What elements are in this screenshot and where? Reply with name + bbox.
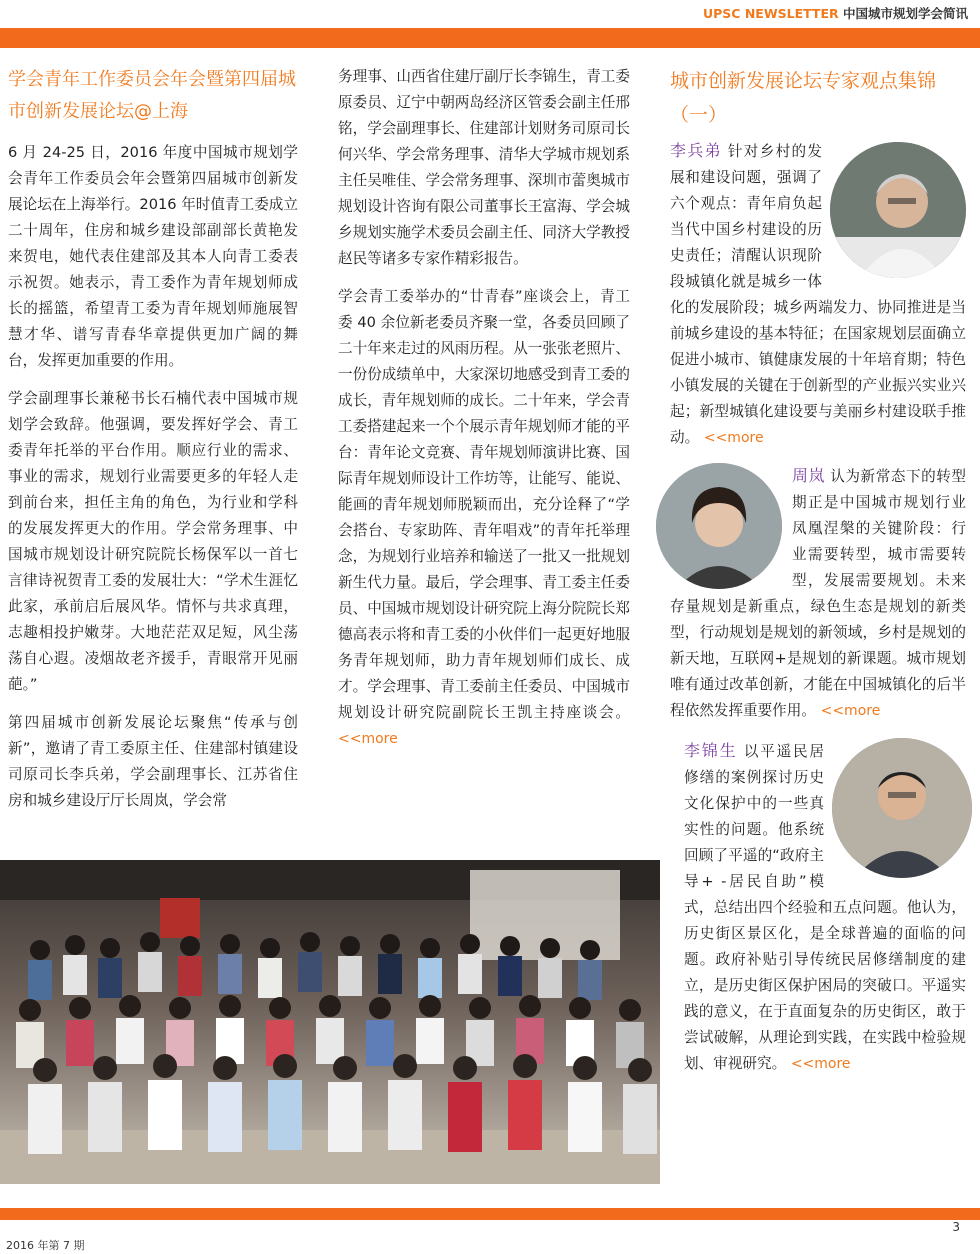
article1-paragraph: 学会副理事长兼秘书长石楠代表中国城市规划学会致辞。他强调，要发挥好学会、青工委青年托举的平台作用。顺应行业的需求、事业的需求，规划行业需要更多的年轻人走到前台来，担任主角的角色，为行业和学科的发展发挥更大的作用。学会常务理事、中国城市规划设计研究院院长杨保军以一首七言律诗祝贺青工委的发展壮大：“学术生涯忆此家，承前启后展风华。情怀与共求真理，志趣相投护嫩芽。大地茫茫双足短，风尘荡荡自心遐。凌烟故老齐援手，青眼常开见丽葩。” (8, 390, 298, 693)
article1-column1 (8, 64, 298, 826)
article1-paragraph: 学会青工委举办的“廿青春”座谈会上，青工委 40 余位新老委员齐聚一堂，各委员回顾了二十年来走过的风雨历程。从一张张老照片、一份份成绩单中，大家深切地感受到青工委的成长，青年规划师的成长。二十年来，学会青工委搭建起来一个个展示青年规划师才能的平台：青年论文竞赛、青年规划师演讲比赛、国际青年规划师设计工作坊等，让能写、能说、能画的青年规划师脱颖而出，充分诠释了“学会搭台、专家助阵、青年唱戏”的青年托举理念，为规划行业培养和输送了一批又一批规划新生代力量。最后，学会理事、青工委主任委员、中国城市规划设计研究院上海分院院长郑德高表示将和青工委的小伙伴们一起更好地服务青年规划师，助力青年规划师们成长、成才。学会理事、青工委前主任委员、中国城市规划设计研究院副院长王凯主持座谈会。 <<more (338, 288, 630, 747)
article2-column (670, 64, 966, 1089)
expert2-more-link[interactable]: <<more (820, 703, 881, 719)
expert3-more-link[interactable]: <<more (790, 1056, 851, 1072)
newsletter-title-cn: 中国城市规划学会简讯 (842, 6, 968, 21)
bottom-divider-bar (0, 1208, 980, 1220)
article1-more-link[interactable]: <<more (338, 731, 398, 747)
article1-paragraph: 务理事、山西省住建厅副厅长李锦生，青工委原委员、辽宁中朝两岛经济区管委会副主任邢铭，学会副理事长、住建部计划财务司原司长何兴华、学会常务理事、清华大学城市规划系主任吴唯佳、学会常务理事、深圳市蕾奥城市规划设计咨询有限公司董事长王富海、学会城乡规划实施学术委员会副主任、同济大学教授赵民等诸多专家作精彩报告。 (338, 68, 630, 267)
page-number: 3 (952, 1220, 960, 1234)
article2-title: 城市创新发展论坛专家观点集锦（一） (670, 70, 937, 126)
article1-paragraph: 6 月 24-25 日，2016 年度中国城市规划学会青年工作委员会年会暨第四届城市创新发展论坛在上海举行。2016 年时值青工委成立二十周年，住房和城乡建设部副部长黄艳发来贺电，她代表住建部及其本人向青工委表示祝贺。她表示，青工委作为青年规划师成长的摇篮，希望青工委为青年规划师施展智慧才华、谱写青春华章提供更加广阔的舞台，发挥更加重要的作用。 (8, 144, 298, 369)
expert-name: 周岚 (792, 466, 826, 485)
portrait-zhou-lan (656, 463, 782, 589)
portrait-li-bingdi (830, 142, 966, 278)
expert-zhou-lan: 周岚 认为新常态下的转型期正是中国城市规划行业凤凰涅槃的关键阶段：行业需要转型，城市需要转型，发展需要规划。未来存量规划是新重点，绿色生态是规划的新类型，行动规划是规划的新领域，乡村是规划的新天地，互联网+是规划的新课题。城市规划唯有通过改革创新，才能在中国城镇化的后半程依然发挥重要作用。 <<more (670, 466, 966, 719)
group-photo (0, 860, 660, 1184)
newsletter-title-en: UPSC NEWSLETTER (702, 6, 839, 21)
expert-li-bingdi: 李兵弟 针对乡村的发展和建设问题，强调了六个观点：青年肩负起当代中国乡村建设的历史责任；清醒认识现阶段城镇化就是城乡一体化的发展阶段；城乡两端发力、协同推进是当前城乡建设的基本特征；在国家规划层面确立促进小城市、镇健康发展的十年培育期；特色小镇发展的关键在于创新型的产业振兴实业兴起；新型城镇化建设要与美丽乡村建设联手推动。 <<more (670, 141, 966, 446)
issue-label: 2016 年第 7 期 (6, 1239, 85, 1252)
expert-name: 李兵弟 (670, 141, 722, 160)
portrait-li-jinsheng (832, 738, 972, 878)
expert-li-jinsheng: 李锦生 以平遥民居修缮的案例探讨历史文化保护中的一些真实性的问题。他系统回顾了平遥的“政府主导+ -居民自助”模式，总结出四个经验和五点问题。他认为，历史街区景区化，是全球普遍的面临的问题。政府补贴引导传统民居修缮制度的建立，是历史街区保护困局的突破口。平遥实践的意义，在于直面复杂的历史街区，敢于尝试破解，从理论到实践，在实践中检验规划、审视研究。 <<more (684, 741, 966, 1072)
expert1-more-link[interactable]: <<more (703, 430, 764, 446)
top-divider-bar (0, 28, 980, 48)
header (703, 4, 968, 22)
expert-name: 李锦生 (684, 741, 738, 760)
article1-title: 学会青年工作委员会年会暨第四届城市创新发展论坛@上海 (8, 69, 296, 122)
article1-paragraph: 第四届城市创新发展论坛聚焦“传承与创新”，邀请了青工委原主任、住建部村镇建设司原司长李兵弟，学会副理事长、江苏省住房和城乡建设厅厅长周岚，学会常 (8, 714, 298, 809)
article1-column2 (338, 64, 630, 764)
